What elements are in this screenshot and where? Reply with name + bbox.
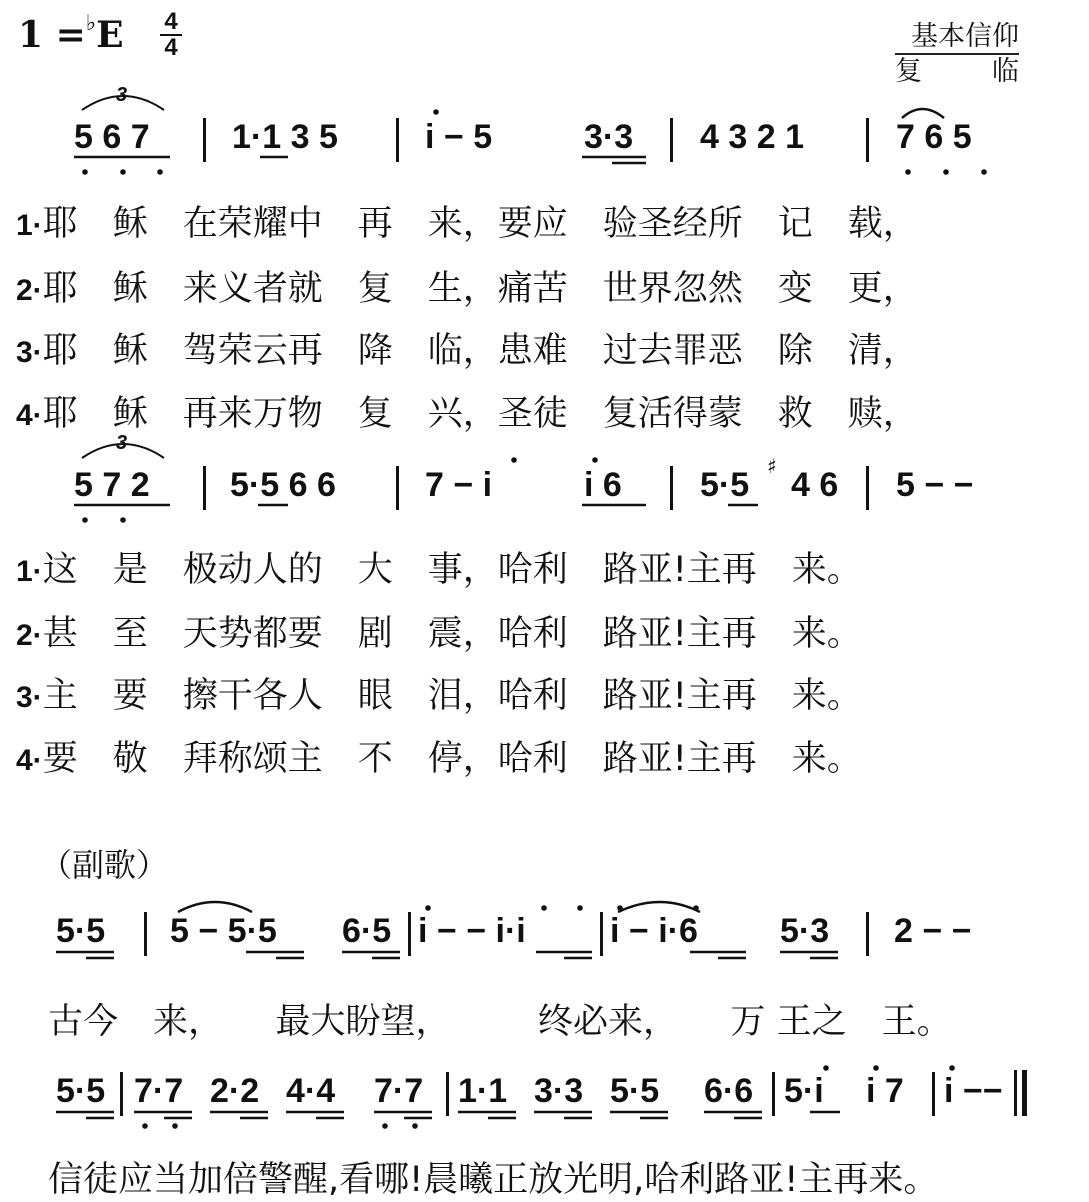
notation-marks <box>0 400 1049 550</box>
author-credit: 基本信仰 <box>895 20 1019 55</box>
note-group: 5·i <box>784 1072 824 1110</box>
chorus-lyrics-2: 信徒应当加倍警醒,看哪!晨曦正放光明,哈利路亚!主再来。 <box>48 1160 939 1200</box>
lyric-line: 4·耶 稣 再来万物 复 兴，圣徒 复活得蒙 救 赎， <box>16 394 918 434</box>
note-group: 5 − 5·5 <box>170 912 277 950</box>
lyric-line: 3·耶 稣 驾荣云再 降 临，患难 过去罪恶 除 清， <box>16 331 918 371</box>
note-group: 3·3 <box>534 1072 584 1110</box>
note-group: 4 6 <box>791 466 839 504</box>
note-group: 4 3 2 1 <box>700 118 804 156</box>
note-group: i −− <box>944 1072 1003 1110</box>
note-group: 7·7 <box>374 1072 424 1110</box>
note-group: 5·5 6 6 <box>230 466 336 504</box>
lyric-line: 3·主 要 擦干各人 眼 泪，哈利 路亚!主再 来。 <box>16 676 862 716</box>
note-group: 1·1 <box>458 1072 508 1110</box>
note-group: 5·3 <box>780 912 830 950</box>
note-group: 6·6 <box>704 1072 754 1110</box>
chorus-label: （副歌） <box>40 846 169 884</box>
note-group: 5·5 <box>56 1072 106 1110</box>
note-group: 5·5 <box>610 1072 660 1110</box>
arranger-credit: 复临 <box>895 56 1089 87</box>
note-group: 4·4 <box>286 1072 336 1110</box>
note-group: 1·1 3 5 <box>232 118 338 156</box>
chorus-lyrics-1: 古今 来， 最大盼望， 终必来， 万 王之 王。 <box>48 1002 952 1042</box>
lyric-line: 1·耶 稣 在荣耀中 再 来，要应 验圣经所 记 载， <box>16 204 918 244</box>
note-group: 3·3 <box>584 118 634 156</box>
note-group: i − − i·i <box>418 912 526 950</box>
note-group: i − 5 <box>425 118 493 156</box>
tuplet-number: 3 <box>116 84 128 106</box>
note-group: 5 − − <box>896 466 974 504</box>
note-group: i − i·6 <box>610 912 698 950</box>
note-group: 5 6 7 <box>74 118 150 156</box>
notation-marks <box>0 880 1049 970</box>
time-signature: 4 4 <box>158 10 184 60</box>
note-group: 7 − i <box>425 466 493 504</box>
lyric-line: 4·要 敬 拜称颂主 不 停，哈利 路亚!主再 来。 <box>16 739 862 779</box>
notation-marks <box>0 1040 1049 1140</box>
note-group: 2·2 <box>210 1072 260 1110</box>
sharp-sign: ♯ <box>767 454 777 478</box>
key-signature: 1 =♭E <box>18 10 124 56</box>
lyric-line: 1·这 是 极动人的 大 事，哈利 路亚!主再 来。 <box>16 550 862 590</box>
note-group: 2 − − <box>894 912 972 950</box>
tuplet-number: 3 <box>116 432 128 454</box>
note-group: 5·5 <box>56 912 106 950</box>
note-group: 7 6 5 <box>896 118 972 156</box>
note-group: 5·5 <box>700 466 750 504</box>
lyric-line: 2·耶 稣 来义者就 复 生，痛苦 世界忽然 变 更， <box>16 269 918 309</box>
lyric-line: 2·甚 至 天势都要 剧 震，哈利 路亚!主再 来。 <box>16 614 862 654</box>
notation-marks <box>0 0 1049 200</box>
note-group: i 6 <box>584 466 622 504</box>
note-group: 7·7 <box>134 1072 184 1110</box>
note-group: i 7 <box>866 1072 904 1110</box>
note-group: 6·5 <box>342 912 392 950</box>
note-group: 5 7 2 <box>74 466 150 504</box>
